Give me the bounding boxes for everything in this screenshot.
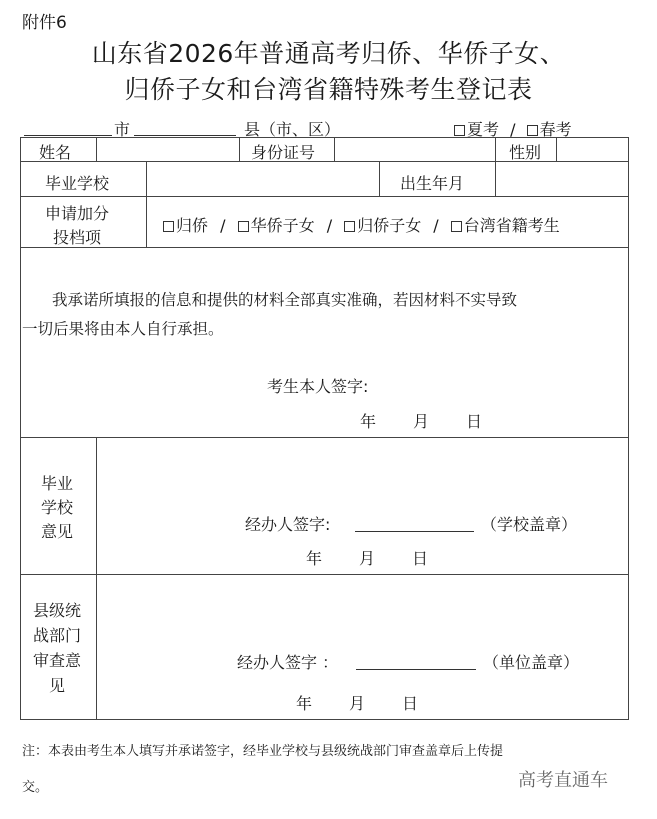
option-separator: / — [220, 216, 226, 235]
school-date — [306, 546, 428, 569]
returned-children-checkbox[interactable] — [344, 221, 355, 232]
overseas-children-checkbox[interactable] — [238, 221, 249, 232]
option-separator: / — [433, 216, 439, 235]
option-label: 归侨子女 — [357, 216, 422, 235]
candidate-signature-label: 考生本人签字: — [267, 377, 369, 396]
year-label: 年 — [306, 549, 323, 568]
name-field[interactable] — [97, 139, 238, 160]
bonus-label-line-2: 投档项 — [53, 228, 102, 247]
bonus-options — [163, 213, 560, 236]
registration-form — [20, 137, 629, 720]
session-separator: / — [510, 120, 516, 139]
footnote-line-2: 交。 — [22, 780, 49, 795]
col-divider — [379, 161, 380, 196]
gender-label: 性别 — [509, 143, 542, 162]
id-number-field[interactable] — [335, 139, 494, 160]
county-handler-signature-label: 经办人签字 ： — [237, 653, 339, 672]
year-label: 年 — [296, 694, 313, 713]
county-handler-signature-blank[interactable] — [356, 669, 476, 670]
attachment-label: 附件6 — [22, 13, 67, 33]
county-date — [296, 691, 418, 714]
month-label: 月 — [413, 412, 430, 431]
gender-field[interactable] — [557, 139, 627, 160]
birth-date-field[interactable] — [496, 162, 627, 195]
taiwan-origin-checkbox[interactable] — [451, 221, 462, 232]
col-divider — [146, 196, 147, 247]
row-divider — [21, 437, 628, 438]
watermark: 高考直通车 — [518, 770, 608, 791]
school-handler-signature-blank[interactable] — [355, 531, 474, 532]
id-number-label: 身份证号 — [251, 143, 316, 162]
day-label: 日 — [412, 549, 429, 568]
option-label: 台湾省籍考生 — [463, 216, 560, 235]
year-label: 年 — [360, 412, 377, 431]
city-label: 市 — [114, 120, 131, 139]
footnote-line-1: 注：本表由考生本人填写并承诺签字，经毕业学校与县级统战部门审查盖章后上传提 — [22, 744, 504, 759]
spring-label: 春考 — [539, 120, 572, 139]
row-divider — [21, 574, 628, 575]
day-label: 日 — [466, 412, 483, 431]
label-line: 审查意 — [33, 651, 82, 670]
col-divider — [495, 138, 496, 161]
label-line: 毕业 — [41, 474, 74, 493]
name-label: 姓名 — [39, 143, 72, 162]
returned-overseas-checkbox[interactable] — [163, 221, 174, 232]
pledge-text-line-1: 我承诺所填报的信息和提供的材料全部真实准确，若因材料不实导致 — [52, 291, 518, 309]
option-separator: / — [326, 216, 333, 235]
option-label: 归侨 — [176, 216, 209, 235]
day-label: 日 — [402, 694, 419, 713]
month-label: 月 — [359, 549, 376, 568]
spring-checkbox[interactable] — [527, 125, 538, 136]
row-divider — [21, 196, 628, 197]
county-blank[interactable] — [134, 135, 236, 136]
school-handler-signature-label: 经办人签字: — [245, 515, 331, 534]
bonus-label-line-1: 申请加分 — [45, 204, 110, 223]
label-line: 县级统 — [33, 601, 82, 620]
county-stamp-label: （单位盖章） — [483, 653, 580, 672]
label-line: 战部门 — [33, 626, 82, 645]
col-divider — [96, 437, 97, 720]
option-label: 华侨子女 — [250, 216, 315, 235]
form-title-line-1: 山东省2026年普通高考归侨、华侨子女、 — [91, 39, 566, 68]
pledge-text-line-2: 一切后果将由本人自行承担。 — [22, 320, 224, 338]
school-stamp-label: （学校盖章） — [481, 515, 578, 534]
candidate-date — [360, 409, 482, 432]
county-opinion-label — [33, 598, 81, 698]
birth-date-label: 出生年月 — [400, 174, 465, 193]
month-label: 月 — [349, 694, 366, 713]
label-line: 意见 — [41, 522, 74, 541]
school-field[interactable] — [147, 162, 378, 195]
city-blank[interactable] — [24, 135, 112, 136]
school-label: 毕业学校 — [45, 174, 110, 193]
label-line: 学校 — [41, 498, 74, 517]
col-divider — [239, 138, 240, 161]
school-opinion-label — [41, 472, 73, 544]
row-divider — [21, 247, 628, 248]
label-line: 见 — [49, 676, 66, 695]
summer-checkbox[interactable] — [454, 125, 465, 136]
county-label: 县（市、区） — [244, 120, 341, 139]
form-title-line-2: 归侨子女和台湾省籍特殊考生登记表 — [124, 75, 533, 104]
summer-label: 夏考 — [467, 120, 500, 139]
